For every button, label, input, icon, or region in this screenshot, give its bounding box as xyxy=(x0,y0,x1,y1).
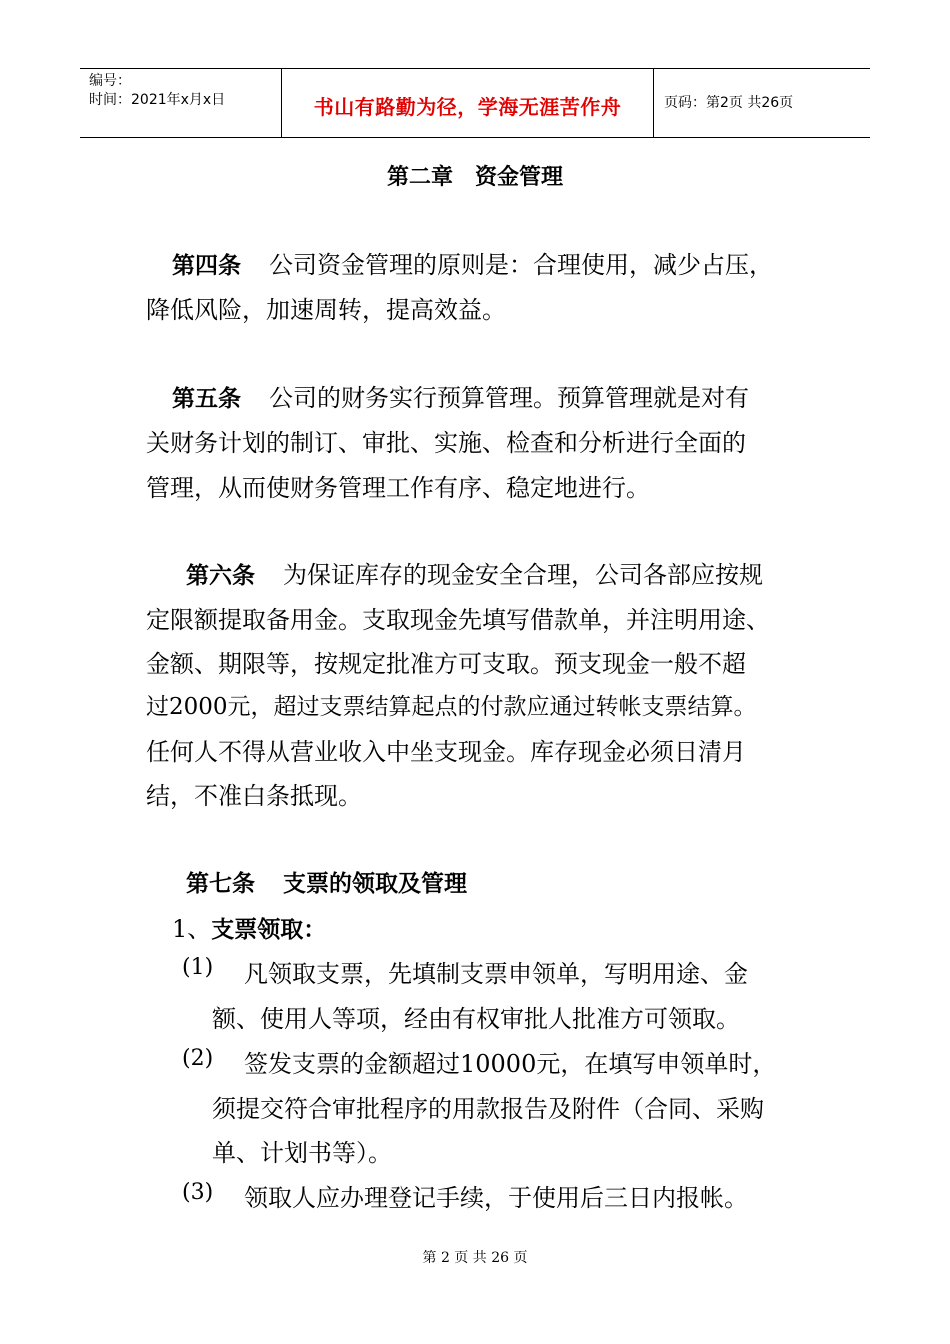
item-2-line-3: 单、计划书等）。 xyxy=(212,1139,392,1167)
header-center-cell xyxy=(282,69,654,137)
article-6-line-3: 金额、期限等，按规定批准方可支取。预支现金一般不超 xyxy=(146,650,746,678)
section-number: 1、 xyxy=(172,915,212,943)
item-1-line-1: 凡领取支票，先填制支票申领单，写明用途、金 xyxy=(244,960,748,988)
header-right-cell xyxy=(654,69,870,137)
document-code-label: 编号： xyxy=(89,73,131,89)
article-6-line-4: 过2000元，超过支票结算起点的付款应通过转帐支票结算。 xyxy=(146,694,757,720)
article-5-line-1 xyxy=(172,378,749,413)
article-4-line-2: 降低风险，加速周转，提高效益。 xyxy=(146,296,506,324)
article-7-head: 第七条 xyxy=(186,871,255,897)
article-6-line-1 xyxy=(186,555,763,590)
item-1-line-2: 额、使用人等项，经由有权审批人批准方可领取。 xyxy=(212,1005,740,1033)
page-footer: 第 2 页 共 26 页 xyxy=(422,1250,528,1266)
header-motto: 书山有路勤为径，学海无涯苦作舟 xyxy=(313,95,622,119)
article-6-line-6: 结，不准白条抵现。 xyxy=(146,782,362,810)
article-4-head: 第四条 xyxy=(172,253,241,279)
article-5-text-1: 公司的财务实行预算管理。预算管理就是对有 xyxy=(269,384,749,412)
header-page-info: 页码：第2页 共26页 xyxy=(664,95,794,111)
section-title: 支票领取： xyxy=(211,917,327,943)
article-5-line-2: 关财务计划的制订、审批、实施、检查和分析进行全面的 xyxy=(146,429,746,457)
article-6-text-1: 为保证库存的现金安全合理，公司各部应按规 xyxy=(283,561,763,589)
document-time-label: 时间：2021年x月x日 xyxy=(89,92,226,108)
chapter-title: 第二章 资金管理 xyxy=(386,165,563,190)
article-7-heading xyxy=(186,865,467,898)
item-1-number: (1) xyxy=(182,955,214,980)
article-4-text-1: 公司资金管理的原则是：合理使用，减少占压， xyxy=(269,251,773,279)
article-7-title: 支票的领取及管理 xyxy=(283,871,467,897)
article-5-line-3: 管理，从而使财务管理工作有序、稳定地进行。 xyxy=(146,474,650,502)
item-2-number: (2) xyxy=(182,1046,214,1071)
header-left-cell xyxy=(80,69,282,137)
item-3-number: (3) xyxy=(182,1180,214,1205)
article-6-head: 第六条 xyxy=(186,563,255,589)
item-3-line-1: 领取人应办理登记手续，于使用后三日内报帐。 xyxy=(244,1184,748,1212)
article-6-line-2: 定限额提取备用金。支取现金先填写借款单，并注明用途、 xyxy=(146,606,770,634)
page-header xyxy=(80,68,870,138)
item-2-line-2: 须提交符合审批程序的用款报告及附件（合同、采购 xyxy=(212,1095,764,1123)
article-5-head: 第五条 xyxy=(172,386,241,412)
article-4-line-1 xyxy=(172,245,773,280)
section-heading xyxy=(172,909,326,944)
article-6-line-5: 任何人不得从营业收入中坐支现金。库存现金必须日清月 xyxy=(146,738,746,766)
item-2-line-1: 签发支票的金额超过10000元，在填写申领单时， xyxy=(244,1050,777,1078)
